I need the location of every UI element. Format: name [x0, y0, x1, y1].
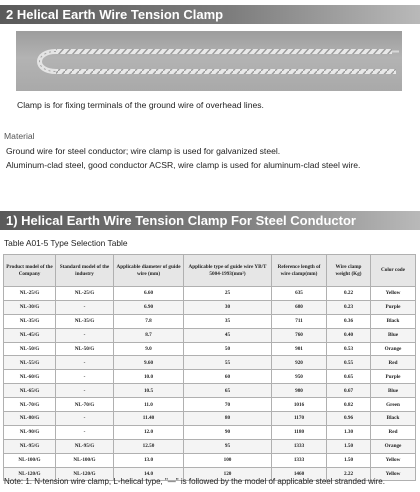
table-cell: 1170 [272, 412, 327, 426]
table-cell: NL-70/G [4, 398, 56, 412]
table-cell: Blue [371, 328, 416, 342]
table-cell: 0.67 [327, 384, 371, 398]
table-cell: 635 [272, 287, 327, 301]
table-cell: 12.50 [114, 439, 184, 453]
table-cell: Orange [371, 342, 416, 356]
table-cell: - [56, 370, 114, 384]
table-cell: 35 [184, 314, 272, 328]
table-cell: 950 [272, 370, 327, 384]
table-cell: 25 [184, 287, 272, 301]
table-cell: 1.30 [327, 425, 371, 439]
clamp-bend [40, 52, 57, 72]
header-cell: Applicable diameter of guide wire (mm) [114, 255, 184, 287]
table-row [4, 370, 416, 384]
table-row [4, 342, 416, 356]
table-cell: NL-55/G [4, 356, 56, 370]
header-cell: Color code [371, 255, 416, 287]
table-row [4, 412, 416, 426]
header-cell: Product model of the Company [4, 255, 56, 287]
table-cell: 90 [184, 425, 272, 439]
header-cell: Reference length of wire clamp(mm) [272, 255, 327, 287]
table-cell: Red [371, 425, 416, 439]
table-cell: NL-65/G [4, 384, 56, 398]
table-cell: 6.60 [114, 287, 184, 301]
clamp-product-image [16, 31, 402, 91]
table-cell: NL-95/G [56, 439, 114, 453]
table-cell: 8.7 [114, 328, 184, 342]
table-cell: 1.50 [327, 453, 371, 467]
clamp-description: Clamp is for fixing terminals of the ground wire of overhead lines. [17, 100, 264, 110]
table-cell: 45 [184, 328, 272, 342]
table-cell: 901 [272, 342, 327, 356]
table-cell: Blue [371, 384, 416, 398]
table-row [4, 287, 416, 301]
table-cell: 14.0 [114, 467, 184, 481]
table-row [4, 300, 416, 314]
table-cell: - [56, 300, 114, 314]
table-cell: 2.22 [327, 467, 371, 481]
material-heading: Material [4, 131, 35, 141]
table-cell: Black [371, 412, 416, 426]
table-cell: 680 [272, 300, 327, 314]
table-cell: 0.55 [327, 356, 371, 370]
table-cell: 50 [184, 342, 272, 356]
table-cell: - [56, 328, 114, 342]
table-cell: 1.50 [327, 439, 371, 453]
table-cell: 980 [272, 384, 327, 398]
table-cell: 920 [272, 356, 327, 370]
table-cell: 1460 [272, 467, 327, 481]
helical-clamp-illustration [16, 31, 402, 91]
table-cell: NL-100/G [56, 453, 114, 467]
table-row [4, 398, 416, 412]
table-cell: 0.96 [327, 412, 371, 426]
table-cell: Purple [371, 370, 416, 384]
table-cell: - [56, 356, 114, 370]
table-cell: Red [371, 356, 416, 370]
table-cell: NL-35/G [56, 314, 114, 328]
table-cell: 70 [184, 398, 272, 412]
selection-table [3, 254, 415, 481]
table-cell: 0.53 [327, 342, 371, 356]
table-cell: NL-25/G [56, 287, 114, 301]
table-cell: Orange [371, 439, 416, 453]
material-line-1: Ground wire for steel conductor; wire clamp is used for galvanized steel. [6, 146, 281, 156]
table-cell: - [56, 412, 114, 426]
table-row [4, 384, 416, 398]
table-cell: Purple [371, 300, 416, 314]
table-cell: 9.0 [114, 342, 184, 356]
table-cell: NL-120/G [56, 467, 114, 481]
table-cell: 12.0 [114, 425, 184, 439]
table-cell: 7.8 [114, 314, 184, 328]
table-cell: Yellow [371, 287, 416, 301]
table-cell: NL-100/G [4, 453, 56, 467]
table-cell: 11.40 [114, 412, 184, 426]
table-cell: 9.60 [114, 356, 184, 370]
table-cell: 100 [184, 453, 272, 467]
table-cell: 0.22 [327, 287, 371, 301]
table-cell: NL-80/G [4, 412, 56, 426]
table-cell: 6.90 [114, 300, 184, 314]
table-cell: 30 [184, 300, 272, 314]
table-row [4, 356, 416, 370]
table-cell: 1180 [272, 425, 327, 439]
table-cell: 1016 [272, 398, 327, 412]
table-header-row [4, 255, 416, 287]
table-row [4, 328, 416, 342]
table-cell: NL-50/G [56, 342, 114, 356]
table-caption: Table A01-5 Type Selection Table [4, 238, 128, 248]
table-cell: - [56, 384, 114, 398]
table-cell: 711 [272, 314, 327, 328]
header-cell: Wire clamp weight (Kg) [327, 255, 371, 287]
table-cell: 65 [184, 384, 272, 398]
table-cell: 760 [272, 328, 327, 342]
header-cell: Standard model of the industry [56, 255, 114, 287]
table-cell: 60 [184, 370, 272, 384]
table-cell: 55 [184, 356, 272, 370]
table-cell: 0.65 [327, 370, 371, 384]
table-cell: Black [371, 314, 416, 328]
table-cell: NL-30/G [4, 300, 56, 314]
table-cell: 0.36 [327, 314, 371, 328]
table-cell: 13.0 [114, 453, 184, 467]
table-cell: - [56, 425, 114, 439]
table-cell: NL-95/G [4, 439, 56, 453]
table-row [4, 314, 416, 328]
table-cell: NL-25/G [4, 287, 56, 301]
table-cell: 1333 [272, 453, 327, 467]
table-cell: NL-70/G [56, 398, 114, 412]
table-cell: 95 [184, 439, 272, 453]
table-cell: Green [371, 398, 416, 412]
table-cell: Yellow [371, 467, 416, 481]
table-cell: 10.0 [114, 370, 184, 384]
table-cell: NL-90/G [4, 425, 56, 439]
table-row [4, 425, 416, 439]
table-cell: 0.82 [327, 398, 371, 412]
table-cell: NL-60/G [4, 370, 56, 384]
table-note: Note: 1. N-tension wire clamp, L-helical type, "—" is followed by the model of applicable steel stranded wire. [4, 477, 385, 486]
material-line-2: Aluminum-clad steel, good conductor ACSR, wire clamp is used for aluminum-clad steel wire. [6, 160, 361, 170]
header-cell: Applicable type of guide wire YB/T 5004-1993(mm²) [184, 255, 272, 287]
clamp-lower-leg [54, 69, 396, 74]
table-cell: 120 [184, 467, 272, 481]
table-cell: 11.0 [114, 398, 184, 412]
table-cell: 80 [184, 412, 272, 426]
table-cell: 10.5 [114, 384, 184, 398]
table-row [4, 439, 416, 453]
table-cell: 1333 [272, 439, 327, 453]
table-cell: Yellow [371, 453, 416, 467]
table-cell: NL-50/G [4, 342, 56, 356]
section-title-steel-conductor: 1) Helical Earth Wire Tension Clamp For Steel Conductor [0, 211, 420, 230]
table-cell: 0.40 [327, 328, 371, 342]
table-cell: 0.23 [327, 300, 371, 314]
table-cell: NL-120/G [4, 467, 56, 481]
clamp-upper-leg [54, 49, 392, 54]
table-cell: NL-35/G [4, 314, 56, 328]
table-cell: NL-45/G [4, 328, 56, 342]
section-title-helical-clamp: 2 Helical Earth Wire Tension Clamp [0, 5, 420, 24]
table-row [4, 453, 416, 467]
